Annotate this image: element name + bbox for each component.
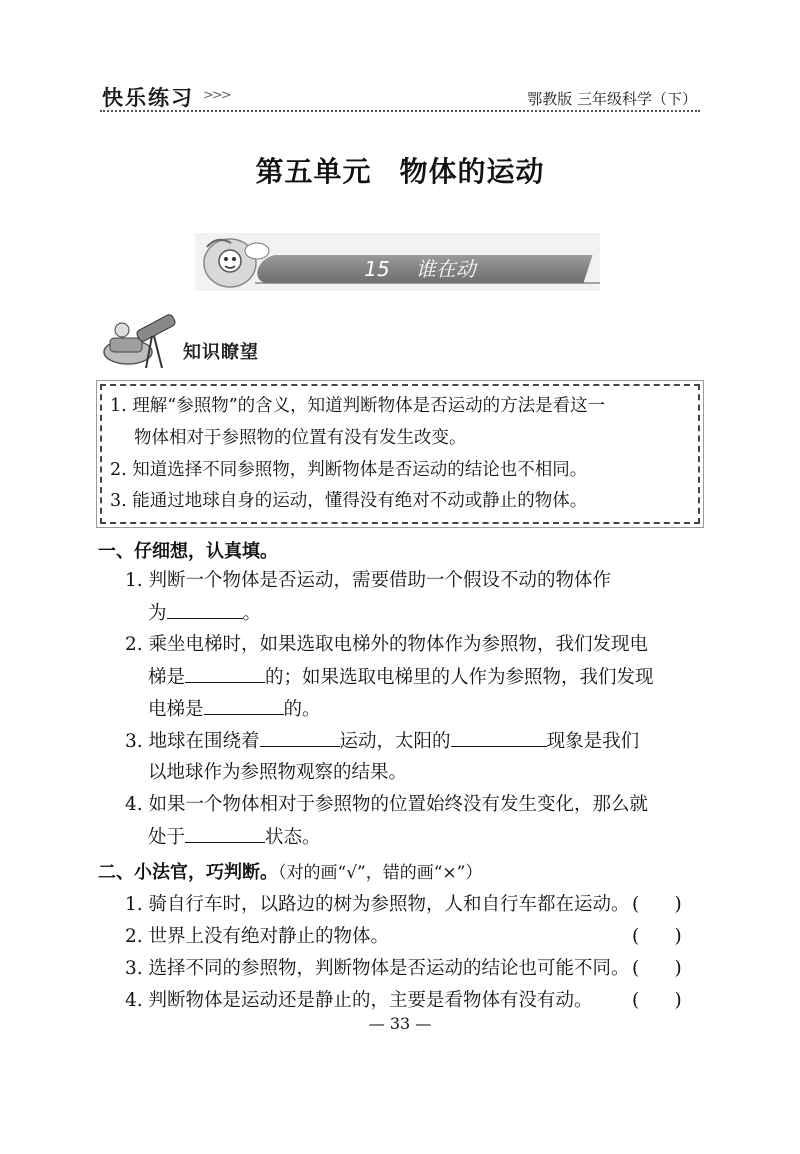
section-2-title: 二、小法官，巧判断。（对的画“√”，错的画“×”） <box>98 862 483 883</box>
header-divider <box>100 110 700 112</box>
judge-item-1: 1. 骑自行车时，以路边的树为参照物，人和自行车都在运动。 <box>125 894 630 915</box>
telescope-icon <box>102 312 184 370</box>
lesson-number: 15 <box>364 257 390 281</box>
q1-blank[interactable] <box>167 600 243 619</box>
unit-title <box>0 150 800 190</box>
judge-answer-3[interactable]: ( ) <box>632 958 682 979</box>
q2-blank-1[interactable] <box>185 664 265 683</box>
q2-line-3: 电梯是 的。 <box>148 696 321 723</box>
objective-3: 3. 能通过地球自身的运动，懂得没有绝对不动或静止的物体。 <box>110 491 588 511</box>
q1-line-1: 1. 判断一个物体是否运动，需要借助一个假设不动的物体作 <box>125 570 612 591</box>
objective-1a: 1. 理解“参照物”的含义，知道判断物体是否运动的方法是看这一 <box>110 396 606 416</box>
judge-answer-4[interactable]: ( ) <box>632 990 682 1011</box>
judge-answer-2[interactable]: ( ) <box>632 926 682 947</box>
q3-blank-1[interactable] <box>260 728 340 747</box>
page-number: — 33 — <box>368 1014 432 1033</box>
unit-name: 物体的运动 <box>399 155 545 188</box>
judge-answer-1[interactable]: ( ) <box>632 894 682 915</box>
knowledge-label: 知识瞭望 <box>183 342 259 363</box>
header-book-title: 快乐练习 <box>102 86 194 110</box>
lesson-title <box>300 255 540 283</box>
judge-item-4: 4. 判断物体是运动还是静止的，主要是看物体有没有动。 <box>125 990 593 1011</box>
lesson-name: 谁在动 <box>415 257 476 281</box>
q3-blank-2[interactable] <box>451 728 547 747</box>
q3-line-1: 3. 地球在围绕着 运动，太阳的 现象是我们 <box>125 728 639 755</box>
q2-line-2: 梯是 的；如果选取电梯里的人作为参照物，我们发现 <box>148 664 654 691</box>
judge-item-3: 3. 选择不同的参照物，判断物体是否运动的结论也可能不同。 <box>125 958 630 979</box>
section-1-title: 一、仔细想，认真填。 <box>98 541 278 562</box>
section-2-note: （对的画“√”，错的画“×”） <box>278 863 483 883</box>
q2-blank-2[interactable] <box>204 696 284 715</box>
header-chevrons-icon: >>> <box>203 88 230 103</box>
q4-blank[interactable] <box>185 824 265 843</box>
objective-1b: 物体相对于参照物的位置有没有发生改变。 <box>134 428 467 448</box>
q1-line-2: 为 。 <box>148 600 261 627</box>
q3-line-2: 以地球作为参照物观察的结果。 <box>148 762 408 783</box>
q2-line-1: 2. 乘坐电梯时，如果选取电梯外的物体作为参照物，我们发现电 <box>125 634 649 655</box>
judge-item-2: 2. 世界上没有绝对静止的物体。 <box>125 926 390 947</box>
q4-line-1: 4. 如果一个物体相对于参照物的位置始终没有发生变化，那么就 <box>125 794 649 815</box>
unit-number: 第五单元 <box>255 155 372 188</box>
header-edition: 鄂教版 三年级科学（下） <box>527 90 697 108</box>
objective-2: 2. 知道选择不同参照物，判断物体是否运动的结论也不相同。 <box>110 460 588 480</box>
q4-line-2: 处于 状态。 <box>148 824 321 851</box>
